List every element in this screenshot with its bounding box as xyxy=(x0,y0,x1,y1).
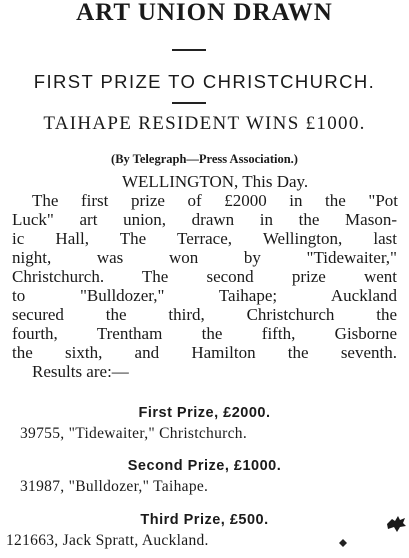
headline-divider xyxy=(172,49,206,51)
body-line: fourth, Trentham the fifth, Gisborne xyxy=(12,324,397,343)
prize-winner-second: 31987, "Bulldozer," Taihape. xyxy=(20,478,209,495)
prize-heading-first: First Prize, £2000. xyxy=(138,405,271,421)
subheading-taihape: TAIHAPE RESIDENT WINS £1000. xyxy=(43,113,366,134)
body-line: ic Hall, The Terrace, Wellington, last xyxy=(12,229,397,248)
body-line: secured the third, Christchurch the xyxy=(12,305,397,324)
prize-heading-second: Second Prize, £1000. xyxy=(127,458,282,474)
body-line: Christchurch. The second prize went xyxy=(12,267,397,286)
ink-blot xyxy=(384,512,408,534)
prize-winner-third: 121663, Jack Spratt, Auckland. xyxy=(6,532,209,549)
prize-heading-third: Third Prize, £500. xyxy=(140,512,269,528)
byline: (By Telegraph—Press Association.) xyxy=(111,152,298,166)
body-line: night, was won by "Tidewaiter," xyxy=(12,248,397,267)
body-line: Results are:— xyxy=(32,362,129,381)
subheading-divider xyxy=(172,102,206,104)
dateline: WELLINGTON, This Day. xyxy=(122,172,309,191)
prize-winner-first: 39755, "Tidewaiter," Christchurch. xyxy=(20,425,248,442)
body-line: Luck" art union, drawn in the Mason- xyxy=(12,210,397,229)
body-line: to "Bulldozer," Taihape; Auckland xyxy=(12,286,397,305)
body-line: The first prize of £2000 in the "Pot xyxy=(32,191,398,210)
body-line: the sixth, and Hamilton the seventh. xyxy=(12,343,397,362)
ink-speck xyxy=(337,537,349,549)
subheading-first-prize: FIRST PRIZE TO CHRISTCHURCH. xyxy=(33,71,376,92)
headline: ART UNION DRAWN xyxy=(76,0,333,26)
